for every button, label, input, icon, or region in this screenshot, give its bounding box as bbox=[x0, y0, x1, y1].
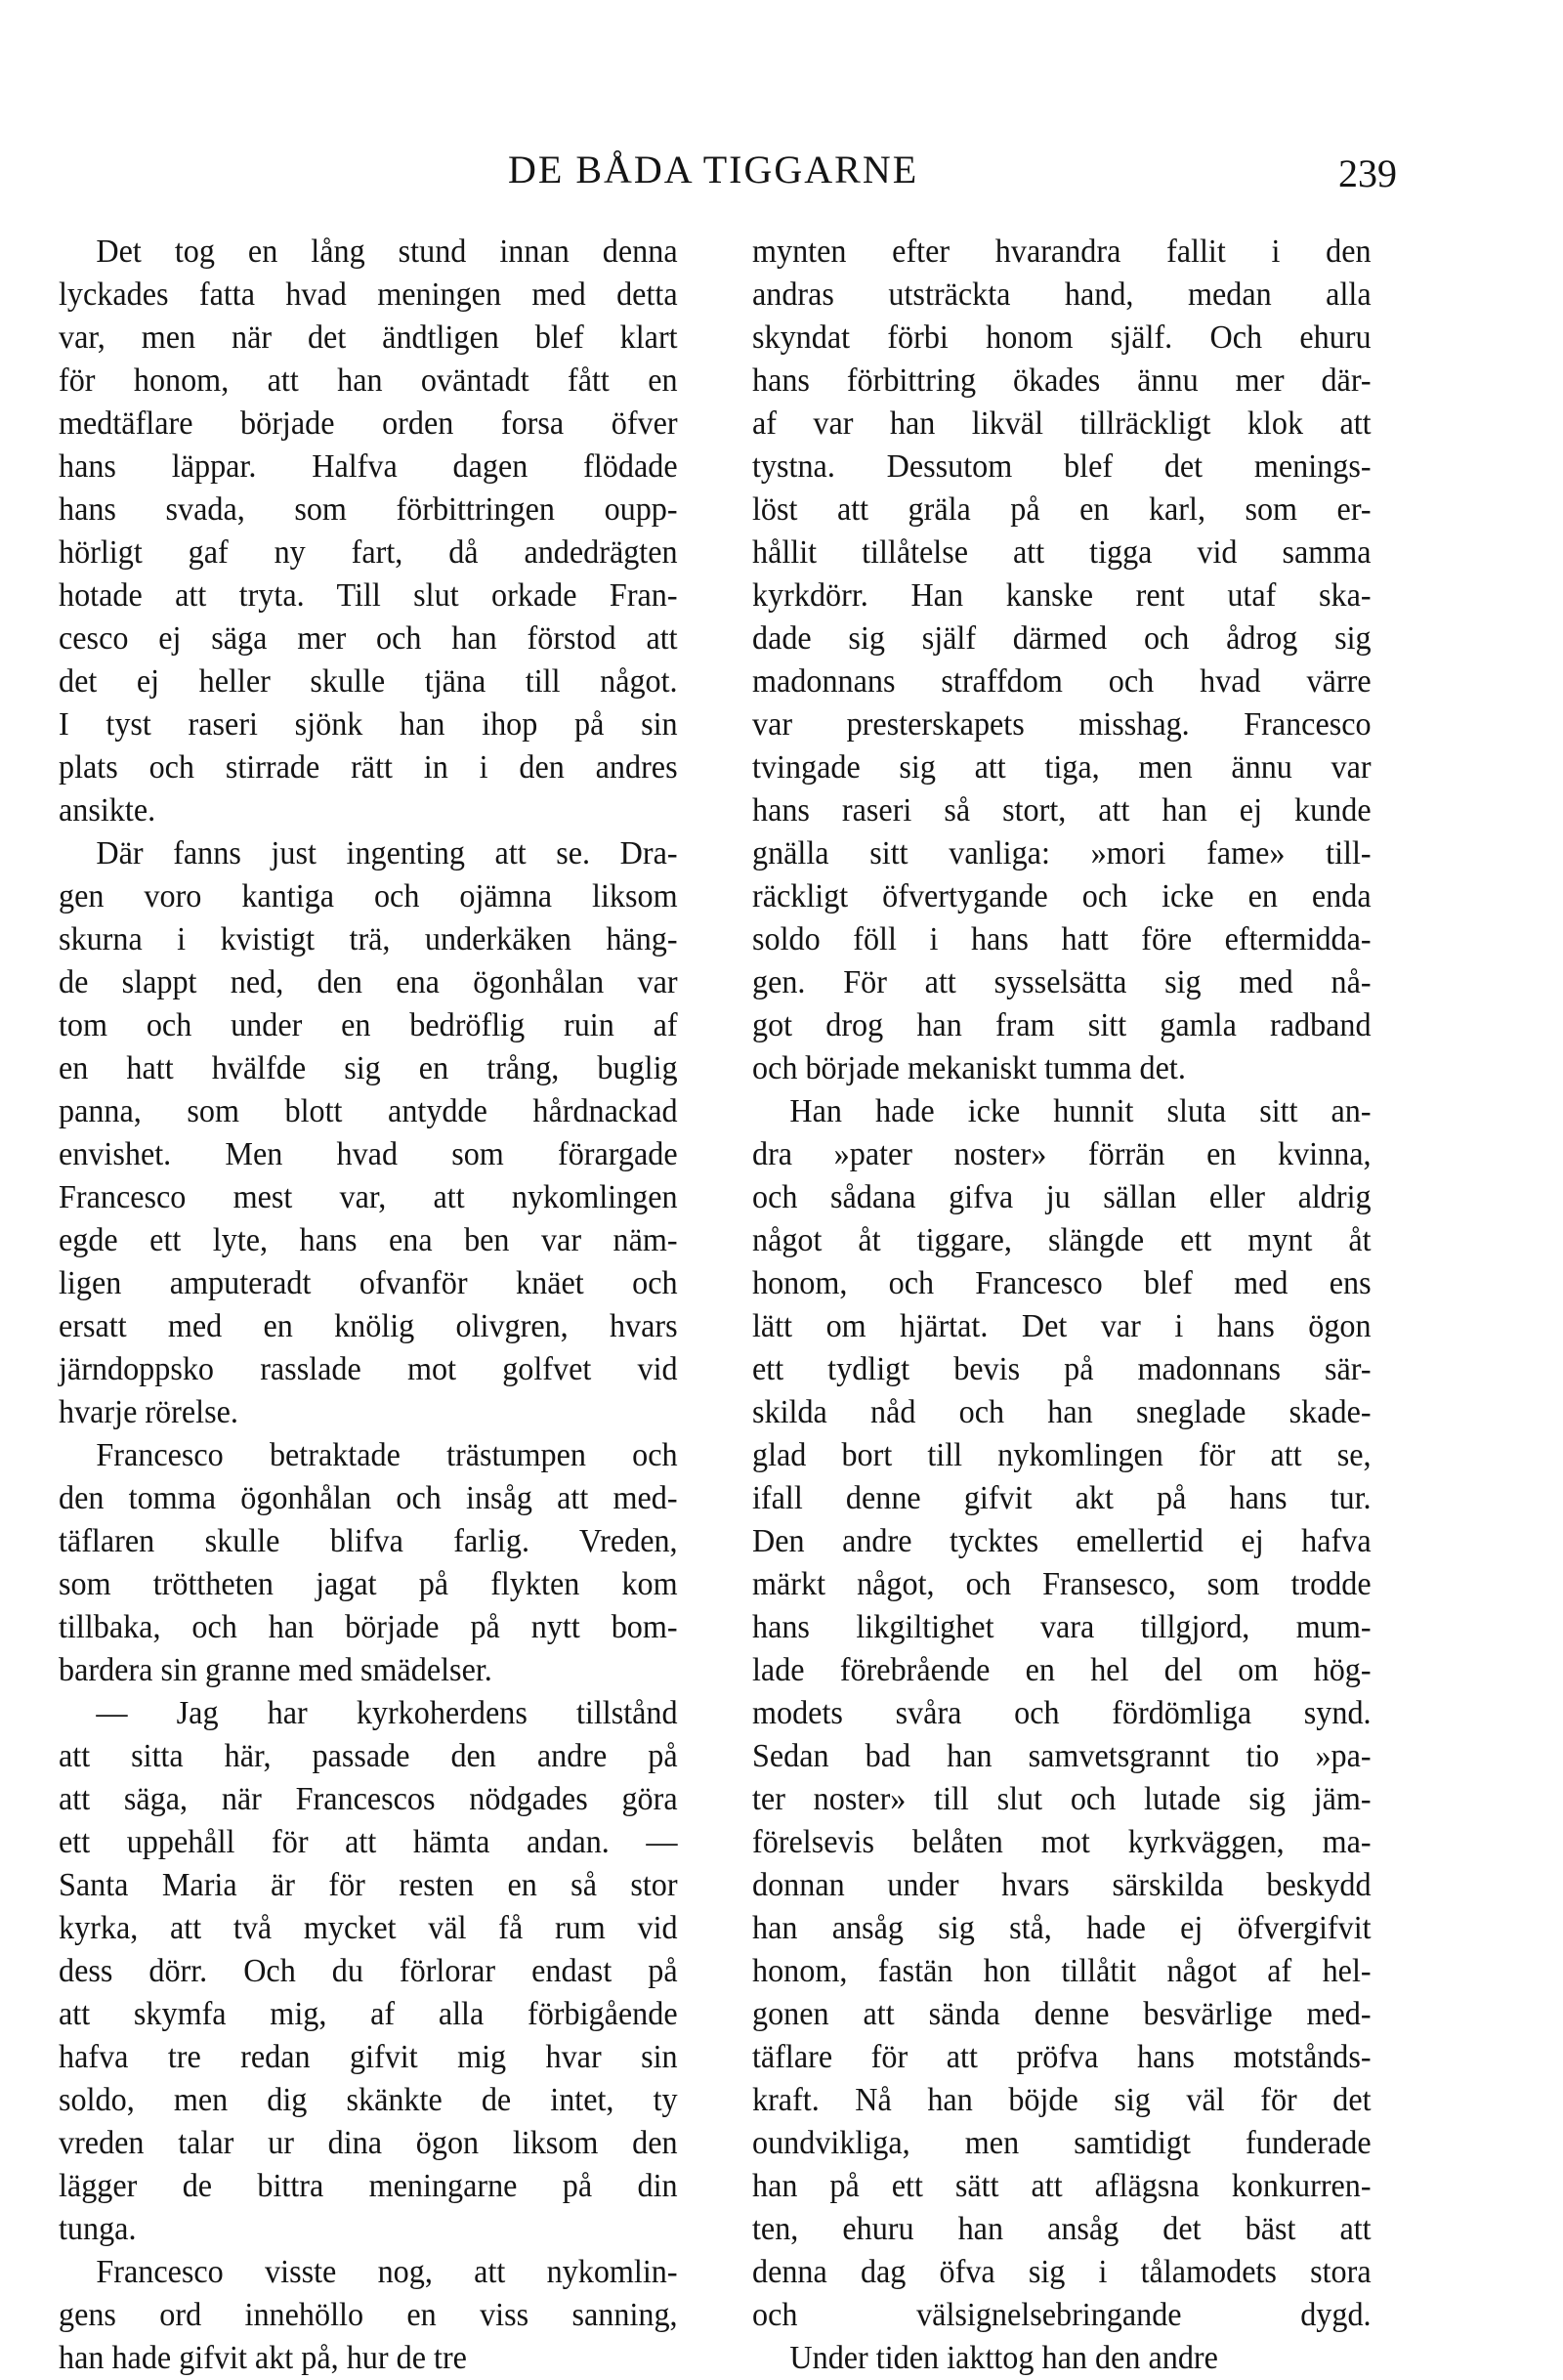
text-line: och sådana gifva ju sällan eller aldrig bbox=[752, 1179, 1372, 1215]
text-line: skurna i kvistigt trä, underkäken häng- bbox=[59, 921, 678, 957]
text-line: täflaren skulle blifva farlig. Vreden, bbox=[59, 1523, 678, 1559]
text-line: bardera sin granne med smädelser. bbox=[59, 1652, 492, 1688]
text-line: en hatt hvälfde sig en trång, buglig bbox=[59, 1050, 678, 1086]
text-line: Sedan bad han samvetsgrannt tio »pa- bbox=[752, 1738, 1372, 1774]
text-line: hans svada, som förbittringen oupp- bbox=[59, 491, 678, 528]
text-line: denna dag öfva sig i tålamodets stora bbox=[752, 2254, 1372, 2290]
text-line: soldo föll i hans hatt före eftermidda- bbox=[752, 921, 1372, 957]
text-line: gen. För att sysselsätta sig med nå- bbox=[752, 964, 1372, 1000]
text-line: att sitta här, passade den andre på bbox=[59, 1738, 678, 1774]
text-line: lägger de bittra meningarne på din bbox=[59, 2168, 678, 2204]
text-line: oundvikliga, men samtidigt funderade bbox=[752, 2125, 1372, 2161]
text-line: — Jag har kyrkoherdens tillstånd bbox=[96, 1695, 678, 1731]
text-line: han hade gifvit akt på, hur de tre bbox=[59, 2340, 467, 2376]
text-line: löst att gräla på en karl, som er- bbox=[752, 491, 1372, 528]
text-line: tom och under en bedröflig ruin af bbox=[59, 1007, 678, 1043]
text-line: vreden talar ur dina ögon liksom den bbox=[59, 2125, 678, 2161]
text-line: dade sig själf därmed och ådrog sig bbox=[752, 620, 1372, 657]
text-line: Under tiden iakttog han den andre bbox=[789, 2340, 1218, 2376]
text-line: ligen amputeradt ofvanför knäet och bbox=[59, 1265, 678, 1301]
text-line: lätt om hjärtat. Det var i hans ögon bbox=[752, 1308, 1372, 1344]
text-line: och började mekaniskt tumma det. bbox=[752, 1050, 1186, 1086]
text-line: dra »pater noster» förrän en kvinna, bbox=[752, 1136, 1372, 1172]
text-line: gnälla sitt vanliga: »mori fame» till- bbox=[752, 835, 1372, 871]
text-line: tillbaka, och han började på nytt bom- bbox=[59, 1609, 678, 1645]
text-line: räckligt öfvertygande och icke en enda bbox=[752, 878, 1372, 914]
text-line: hotade att tryta. Till slut orkade Fran- bbox=[59, 577, 678, 614]
text-line: täflare för att pröfva hans motstånds- bbox=[752, 2039, 1372, 2075]
text-line: af var han likväl tillräckligt klok att bbox=[752, 405, 1372, 442]
text-line: Francesco betraktade trästumpen och bbox=[96, 1437, 678, 1473]
text-line: ten, ehuru han ansåg det bäst att bbox=[752, 2211, 1372, 2247]
text-line: de slappt ned, den ena ögonhålan var bbox=[59, 964, 678, 1000]
text-line: han ansåg sig stå, hade ej öfvergifvit bbox=[752, 1910, 1372, 1946]
text-line: madonnans straffdom och hvad värre bbox=[752, 663, 1372, 700]
text-line: honom, och Francesco blef med ens bbox=[752, 1265, 1372, 1301]
text-line: donnan under hvars särskilda beskydd bbox=[752, 1867, 1372, 1903]
text-line: lyckades fatta hvad meningen med detta bbox=[59, 276, 678, 313]
text-line: Francesco visste nog, att nykomlin- bbox=[96, 2254, 678, 2290]
text-line: skilda nåd och han sneglade skade- bbox=[752, 1394, 1372, 1430]
text-line: var, men när det ändtligen blef klart bbox=[59, 319, 678, 356]
text-line: märkt något, och Fransesco, som trodde bbox=[752, 1566, 1372, 1602]
text-line: Där fanns just ingenting att se. Dra- bbox=[96, 835, 678, 871]
text-line: att skymfa mig, af alla förbigående bbox=[59, 1996, 678, 2032]
text-line: medtäflare började orden forsa öfver bbox=[59, 405, 678, 442]
text-line: och välsignelsebringande dygd. bbox=[752, 2297, 1372, 2333]
text-line: cesco ej säga mer och han förstod att bbox=[59, 620, 678, 657]
text-line: Santa Maria är för resten en så stor bbox=[59, 1867, 678, 1903]
text-line: hans förbittring ökades ännu mer där- bbox=[752, 362, 1372, 399]
text-line: I tyst raseri sjönk han ihop på sin bbox=[59, 706, 678, 743]
text-line: förelsevis belåten mot kyrkväggen, ma- bbox=[752, 1824, 1372, 1860]
text-line: tvingade sig att tiga, men ännu var bbox=[752, 749, 1372, 786]
text-line: hans raseri så stort, att han ej kunde bbox=[752, 792, 1372, 829]
text-line: tunga. bbox=[59, 2211, 137, 2247]
text-line: hörligt gaf ny fart, då andedrägten bbox=[59, 534, 678, 571]
text-line: mynten efter hvarandra fallit i den bbox=[752, 234, 1372, 270]
text-line: plats och stirrade rätt in i den andres bbox=[59, 749, 678, 786]
page-number: 239 bbox=[1338, 151, 1397, 195]
text-line: egde ett lyte, hans ena ben var näm- bbox=[59, 1222, 678, 1258]
text-line: kyrkdörr. Han kanske rent utaf ska- bbox=[752, 577, 1372, 614]
text-line: gen voro kantiga och ojämna liksom bbox=[59, 878, 678, 914]
text-line: hans likgiltighet vara tillgjord, mum- bbox=[752, 1609, 1372, 1645]
text-line: det ej heller skulle tjäna till något. bbox=[59, 663, 678, 700]
text-line: något åt tiggare, slängde ett mynt åt bbox=[752, 1222, 1372, 1258]
text-line: Det tog en lång stund innan denna bbox=[96, 234, 678, 270]
text-line: andras utsträckta hand, medan alla bbox=[752, 276, 1372, 313]
text-line: ifall denne gifvit akt på hans tur. bbox=[752, 1480, 1372, 1516]
text-line: ett uppehåll för att hämta andan. — bbox=[59, 1824, 678, 1860]
text-line: järndoppsko rasslade mot golfvet vid bbox=[59, 1351, 678, 1387]
text-line: han på ett sätt att aflägsna konkurren- bbox=[752, 2168, 1372, 2204]
text-line: Den andre tycktes emellertid ej hafva bbox=[752, 1523, 1372, 1559]
text-line: glad bort till nykomlingen för att se, bbox=[752, 1437, 1372, 1473]
text-line: envishet. Men hvad som förargade bbox=[59, 1136, 678, 1172]
text-line: ersatt med en knölig olivgren, hvars bbox=[59, 1308, 678, 1344]
text-line: dess dörr. Och du förlorar endast på bbox=[59, 1953, 678, 1989]
running-title: DE BÅDA TIGGARNE bbox=[508, 148, 919, 191]
text-line: för honom, att han oväntadt fått en bbox=[59, 362, 678, 399]
right-text-column bbox=[752, 231, 1372, 2380]
text-line: got drog han fram sitt gamla radband bbox=[752, 1007, 1372, 1043]
text-line: gonen att sända denne besvärlige med- bbox=[752, 1996, 1372, 2032]
text-line: Francesco mest var, att nykomlingen bbox=[59, 1179, 678, 1215]
text-line: tystna. Dessutom blef det menings- bbox=[752, 448, 1372, 485]
text-line: kyrka, att två mycket väl få rum vid bbox=[59, 1910, 678, 1946]
text-line: hvarje rörelse. bbox=[59, 1394, 238, 1430]
text-line: honom, fastän hon tillåtit något af hel- bbox=[752, 1953, 1372, 1989]
text-line: lade förebrående en hel del om hög- bbox=[752, 1652, 1372, 1688]
text-line: skyndat förbi honom själf. Och ehuru bbox=[752, 319, 1372, 356]
text-line: panna, som blott antydde hårdnackad bbox=[59, 1093, 678, 1129]
text-line: gens ord innehöllo en viss sanning, bbox=[59, 2297, 678, 2333]
text-line: ansikte. bbox=[59, 792, 156, 829]
text-line: var presterskapets misshag. Francesco bbox=[752, 706, 1372, 743]
text-line: kraft. Nå han böjde sig väl för det bbox=[752, 2082, 1372, 2118]
text-line: soldo, men dig skänkte de intet, ty bbox=[59, 2082, 678, 2118]
page-header bbox=[488, 147, 1397, 205]
text-line: den tomma ögonhålan och insåg att med- bbox=[59, 1480, 678, 1516]
text-line: att säga, när Francescos nödgades göra bbox=[59, 1781, 678, 1817]
text-line: modets svåra och fördömliga synd. bbox=[752, 1695, 1372, 1731]
text-line: hafva tre redan gifvit mig hvar sin bbox=[59, 2039, 678, 2075]
text-line: ter noster» till slut och lutade sig jäm- bbox=[752, 1781, 1372, 1817]
text-line: som tröttheten jagat på flykten kom bbox=[59, 1566, 678, 1602]
text-line: hållit tillåtelse att tigga vid samma bbox=[752, 534, 1372, 571]
left-text-column bbox=[59, 231, 678, 2380]
text-line: ett tydligt bevis på madonnans sär- bbox=[752, 1351, 1372, 1387]
text-line: Han hade icke hunnit sluta sitt an- bbox=[789, 1093, 1372, 1129]
text-line: hans läppar. Halfva dagen flödade bbox=[59, 448, 678, 485]
